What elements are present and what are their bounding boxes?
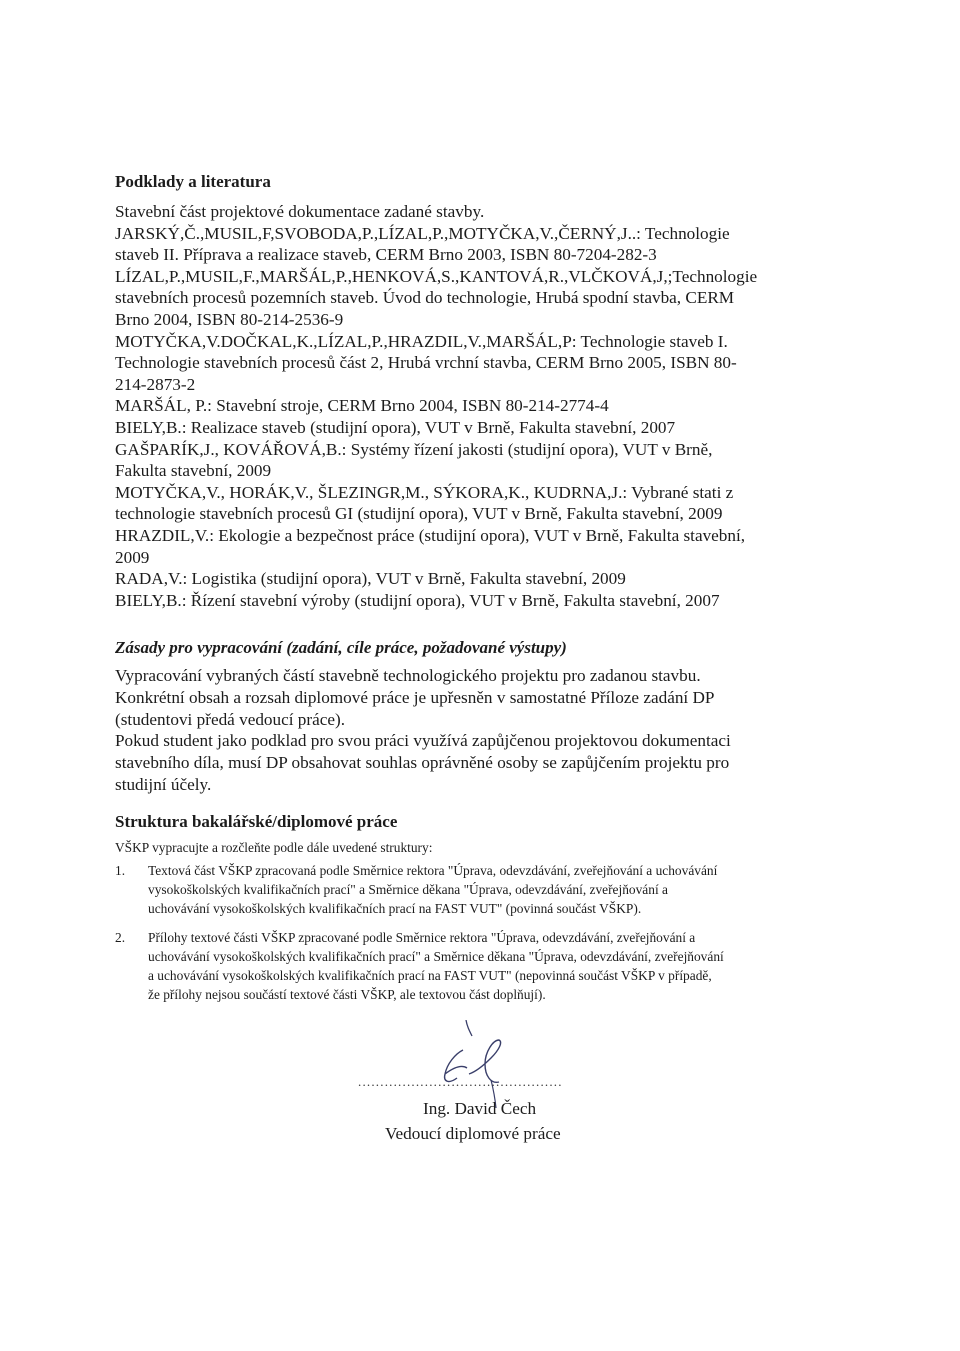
structure-list — [115, 862, 850, 1005]
item-line: Textová část VŠKP zpracovaná podle Směrnice rektora "Úprava, odevzdávání, zveřejňování a uchovávání — [148, 863, 718, 878]
item-line: uchovávání vysokoškolských kvalifikačních prací na FAST VUT" (povinná součást VŠKP). — [148, 900, 642, 916]
item-line: vysokoškolských kvalifikačních prací" a Směrnice děkana "Úprava, odevzdávání, zveřejňování a — [148, 881, 668, 897]
literature-line: JARSKÝ,Č.,MUSIL,F,SVOBODA,P.,LÍZAL,P.,MOTYČKA,V.,ČERNÝ,J..: Technologie — [115, 223, 730, 243]
literature-line: MARŠÁL, P.: Stavební stroje, CERM Brno 2004, ISBN 80-214-2774-4 — [115, 396, 609, 416]
guidelines-line: Vypracování vybraných částí stavebně technologického projektu pro zadanou stavbu. — [115, 666, 701, 685]
structure-heading: Struktura bakalářské/diplomové práce — [115, 812, 398, 831]
signatory-role: Vedoucí diplomové práce — [385, 1124, 561, 1143]
literature-line: MOTYČKA,V.DOČKAL,K.,LÍZAL,P.,HRAZDIL,V.,MARŠÁL,P: Technologie staveb I. — [115, 331, 728, 351]
item-line: Přílohy textové části VŠKP zpracované podle Směrnice rektora "Úprava, odevzdávání, zveřejňování a — [148, 930, 696, 946]
literature-line: BIELY,B.: Realizace staveb (studijní opora), VUT v Brně, Fakulta stavební, 2007 — [115, 417, 676, 437]
guidelines-line: Konkrétní obsah a rozsah diplomové práce je upřesněn v samostatné Příloze zadání DP — [115, 687, 715, 707]
literature-line: BIELY,B.: Řízení stavební výroby (studijní opora), VUT v Brně, Fakulta stavební, 2007 — [115, 590, 720, 610]
literature-line: stavebních procesů pozemních staveb. Úvod do technologie, Hrubá spodní stavba, CERM — [115, 288, 735, 308]
literature-line: Fakulta stavební, 2009 — [115, 461, 272, 481]
literature-line: HRAZDIL,V.: Ekologie a bezpečnost práce (studijní opora), VUT v Brně, Fakulta stavební, — [115, 525, 746, 545]
guidelines-text — [115, 665, 840, 796]
literature-line: staveb II. Příprava a realizace staveb, CERM Brno 2003, ISBN 80-7204-282-3 — [115, 245, 657, 265]
structure-item — [115, 929, 850, 1004]
literature-line: technologie stavebních procesů GI (studijní opora), VUT v Brně, Fakulta stavební, 2009 — [115, 504, 723, 524]
item-line: že přílohy nejsou součástí textové části VŠKP, ale textovou část doplňují). — [148, 986, 546, 1002]
item-number: 2. — [115, 930, 126, 946]
signature-line: .............................................. — [358, 1074, 563, 1089]
item-line: a uchovávání vysokoškolských kvalifikačních prací na FAST VUT" (nepovinná součást VŠKP v případě, — [148, 967, 712, 983]
guidelines-line: stavebního díla, musí DP obsahovat souhlas oprávněné osoby se zapůjčením projektu pro — [115, 753, 730, 773]
item-text — [148, 862, 850, 918]
guidelines-heading: Zásady pro vypracování (zadání, cíle práce, požadované výstupy) — [115, 638, 567, 657]
literature-line: 2009 — [115, 547, 150, 567]
structure-intro: VŠKP vypracujte a rozčleňte podle dále uvedené struktury: — [115, 840, 433, 855]
guidelines-line: studijní účely. — [115, 774, 212, 794]
literature-heading: Podklady a literatura — [115, 172, 271, 191]
literature-line: MOTYČKA,V., HORÁK,V., ŠLEZINGR,M., SÝKORA,K., KUDRNA,J.: Vybrané stati z — [115, 482, 734, 502]
literature-line: RADA,V.: Logistika (studijní opora), VUT v Brně, Fakulta stavební, 2009 — [115, 569, 626, 589]
structure-item — [115, 862, 850, 918]
item-line: uchovávání vysokoškolských kvalifikačních prací" a Směrnice děkana "Úprava, odevzdávání, zveřejňování — [148, 949, 724, 965]
literature-list — [115, 201, 840, 611]
signatory-name: Ing. David Čech — [423, 1099, 537, 1118]
item-text — [148, 929, 850, 1004]
literature-line: LÍZAL,P.,MUSIL,F.,MARŠÁL,P.,HENKOVÁ,S.,KANTOVÁ,R.,VLČKOVÁ,J,;Technologie — [115, 266, 758, 286]
literature-line: Technologie stavebních procesů část 2, Hrubá vrchní stavba, CERM Brno 2005, ISBN 80- — [115, 353, 737, 373]
literature-line: Stavební část projektové dokumentace zadané stavby. — [115, 202, 485, 221]
item-number: 1. — [115, 863, 126, 878]
guidelines-line: Pokud student jako podklad pro svou práci využívá zapůjčenou projektovou dokumentaci — [115, 731, 731, 751]
literature-line: Brno 2004, ISBN 80-214-2536-9 — [115, 309, 344, 329]
literature-line: GAŠPARÍK,J., KOVÁŘOVÁ,B.: Systémy řízení jakosti (studijní opora), VUT v Brně, — [115, 439, 713, 459]
literature-line: 214-2873-2 — [115, 374, 196, 394]
guidelines-line: (studentovi předá vedoucí práce). — [115, 709, 346, 729]
